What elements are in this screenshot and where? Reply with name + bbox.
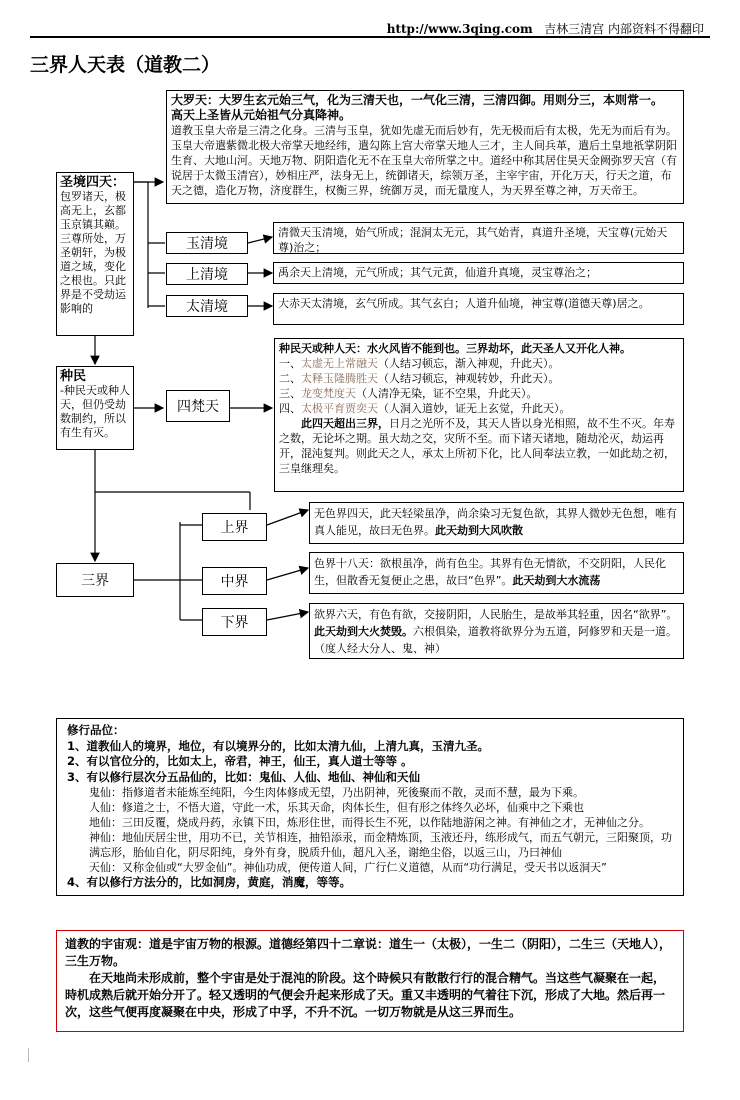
shenmin-body: -种民天或种人天，但仍受劫数制约，所以有生有灭。	[60, 384, 130, 439]
fantian-item: 二、太释玉隆腾胜天（人结习顿忘，神观转妙，升此天）。	[279, 372, 560, 385]
rank-item: 神仙：地仙厌居尘世，用功不已，关节相连，抽铅添汞，而金精炼顶，玉液还丹，练形成气，而五气朝元，三阳聚顶，功满忘形，胎仙自化，阴尽阳纯，身外有身，脱质升仙，超凡入圣，谢绝尘俗，以返三山，乃曰神仙	[89, 831, 672, 859]
xiuxing-line: 1、道教仙人的境界，地位，有以境界分的，比如太清九仙，上清九真，玉清九圣。	[67, 738, 489, 753]
xiuxing-line: 3、有以修行层次分五品仙的，比如：鬼仙、人仙、地仙、神仙和天仙	[67, 769, 420, 784]
sanjie-level-label-upper: 上界	[202, 513, 267, 541]
fantian-item: 四、太极平育贾奕天（人洞入道妙，证无上玄觉，升此天）。	[279, 402, 571, 415]
xiuxing-last: 4、有以修行方法分的，比如洞房，黄庭，消魔，等等。	[67, 875, 351, 889]
sanjie-desc-lower: 欲界六天，有色有欲，交接阴阳，人民胎生，是故举其轻重，因名“欲界”。此天劫到大火焚毁。六根俱染，道教将欲界分为五道，阿修罗和天是一道。（度人经大分人、鬼、神）	[309, 603, 684, 659]
daluo-box	[166, 90, 684, 204]
rank-item: 地仙：三田反覆，烧成丹药，永镇下田，炼形住世，而得长生不死，以作陆地游闲之神。有神仙之才，无神仙之分。	[89, 816, 650, 829]
fantian-box	[274, 338, 684, 492]
fantian-item: 一、太虚无上常融天（人结习顿忘，渐入神观，升此天）。	[279, 357, 560, 370]
xiuxing-ranks	[67, 785, 673, 875]
shengjing-body: 包罗诸天，极高无上，玄都玉京镇其巅。三尊所处，万圣朝轩，为极道之域，变化之根也。只此界是不受劫运影响的	[60, 190, 126, 315]
rank-item: 鬼仙：指修道者未能炼至纯阳，今生肉体修成无望，乃出阴神，死後聚而不散，灵而不慧，最为下乘。	[89, 786, 584, 799]
sanjie-level-label-middle: 中界	[202, 567, 267, 595]
daluo-body: 道教玉皇大帝是三清之化身。三清与玉皇，犹如先虚无而后妙有，先无极而后有太极，先无为而后有为。玉皇大帝遣紫微北极大帝掌天地经纬，遣勾陈上宫大帝掌天地人三才，主人间兵革，遣后土皇地祇掌阴阳生育、大地山河。天地万物、阴阳造化无不在玉皇大帝所掌之中。道经中称其居住昊天金阙弥罗天宫（有说居于太微玉清宫），妙相庄严，法身无上，统御诸天，综领万圣，主宰宇宙，开化万天，行天之道，布天之德，造化万物，济度群生，权衡三界，统御万灵，而无量度人，为天界至尊之神，万天帝王。	[171, 124, 677, 197]
shenmin-title: 种民	[60, 369, 87, 384]
rank-item: 天仙：又称金仙或“大罗金仙”。神仙功成，便传道人间，广行仁义道德，从而“功行满足，受天书以返洞天”	[89, 861, 607, 874]
shenmin-box	[56, 366, 134, 450]
fantian-heading: 种民天或种人天：水火风皆不能到也。三界劫坏，此天圣人又开化人神。	[279, 342, 631, 355]
header-url[interactable]: http://www.3qing.com	[386, 22, 533, 36]
realm-desc-yuqing: 清微天玉清境，始气所成；混洞太无元，其气始青，真道升圣境，天宝尊(元始天尊)治之；	[273, 222, 684, 254]
sanjie-desc-middle: 色界十八天：欲根虽净，尚有色尘。其界有色无情欲，不交阴阳，人民化生，但散香无复便止之患，故曰“色界”。此天劫到大水流荡	[309, 552, 684, 594]
xiuxing-title: 修行品位：	[67, 723, 125, 737]
sanjie-level-label-lower: 下界	[202, 608, 267, 636]
fantian-item: 三、龙变梵度天（人清净无染，证不空果，升此天）。	[279, 387, 538, 400]
margin-mark	[28, 1048, 29, 1062]
cosmos-para1: 道教的宇宙观：道是宇宙万物的根源。道德经第四十二章说：道生一（太极），一生二（阴阳），二生三（天地人），三生万物。	[65, 937, 672, 968]
cosmos-box	[56, 930, 684, 1032]
shengjing-title: 圣境四天：	[60, 175, 126, 190]
shengjing-box	[56, 172, 134, 336]
xiuxing-line: 2、有以官位分的，比如太上，帝君，神王，仙王，真人道士等等 。	[67, 754, 413, 768]
sanjie-desc-upper: 无色界四天，此天轻梁虽净，尚余染习无复色欲，其界人微妙无色想，唯有真人能见，故曰无色界。此天劫到大风吹散	[309, 502, 684, 544]
cosmos-para2: 在天地尚未形成前，整个宇宙是处于混沌的阶段。这个時候只有散散行行的混合精气。当这些气凝聚在一起，時机成熟后就开始分开了。轻又透明的气便会升起来形成了天。重又丰透明的气着往下沉，形成了大地。然后再一次，这些气便再度凝聚在中央，形成了中孚，不升不沉。一切万物就是从这三界而生。	[65, 971, 666, 1019]
fantian-closing: 此四天超出三界，日月之光所不及，其天人皆以身光相照，故不生不灭。年寿之数，无论坏之期。虽大劫之交，灾所不至。而下诸天诸地，随劫沦灭，劫运再开，混沌复判。则此天之人，承太上所初下化，比人间奉法立教，一如此劫之初，三皇继理矣。	[279, 417, 675, 475]
realm-desc-shangqing: 禹余天上清境，元气所成；其气元黄，仙道升真境，灵宝尊治之；	[273, 262, 684, 284]
realm-label-taiqing: 太清境	[166, 295, 248, 317]
page-title: 三界人天表（道教二）	[30, 54, 221, 76]
rank-item: 人仙：修道之士，不悟大道，守此一术，乐其天命，肉体长生，但有形之体终久必坏，仙乘中之下乘也	[89, 801, 584, 814]
sanjie-label: 三界	[56, 563, 134, 597]
realm-desc-taiqing: 大赤天太清境，玄气所成。其气玄白；人道升仙境，神宝尊(道德天尊)居之。	[273, 293, 684, 325]
daluo-heading: 大罗天：大罗生玄元始三气，化为三清天也，一气化三清，三清四御。用则分三，本则常一。	[171, 93, 664, 107]
fantian-label: 四梵天	[166, 390, 230, 422]
header-org: 吉林三清宫 内部资料不得翻印	[544, 22, 704, 36]
daluo-subheading: 高天上圣皆从元始祖气分真降神。	[171, 108, 352, 122]
realm-label-shangqing: 上清境	[166, 263, 248, 285]
xiuxing-box	[56, 718, 684, 896]
realm-label-yuqing: 玉清境	[166, 232, 248, 254]
